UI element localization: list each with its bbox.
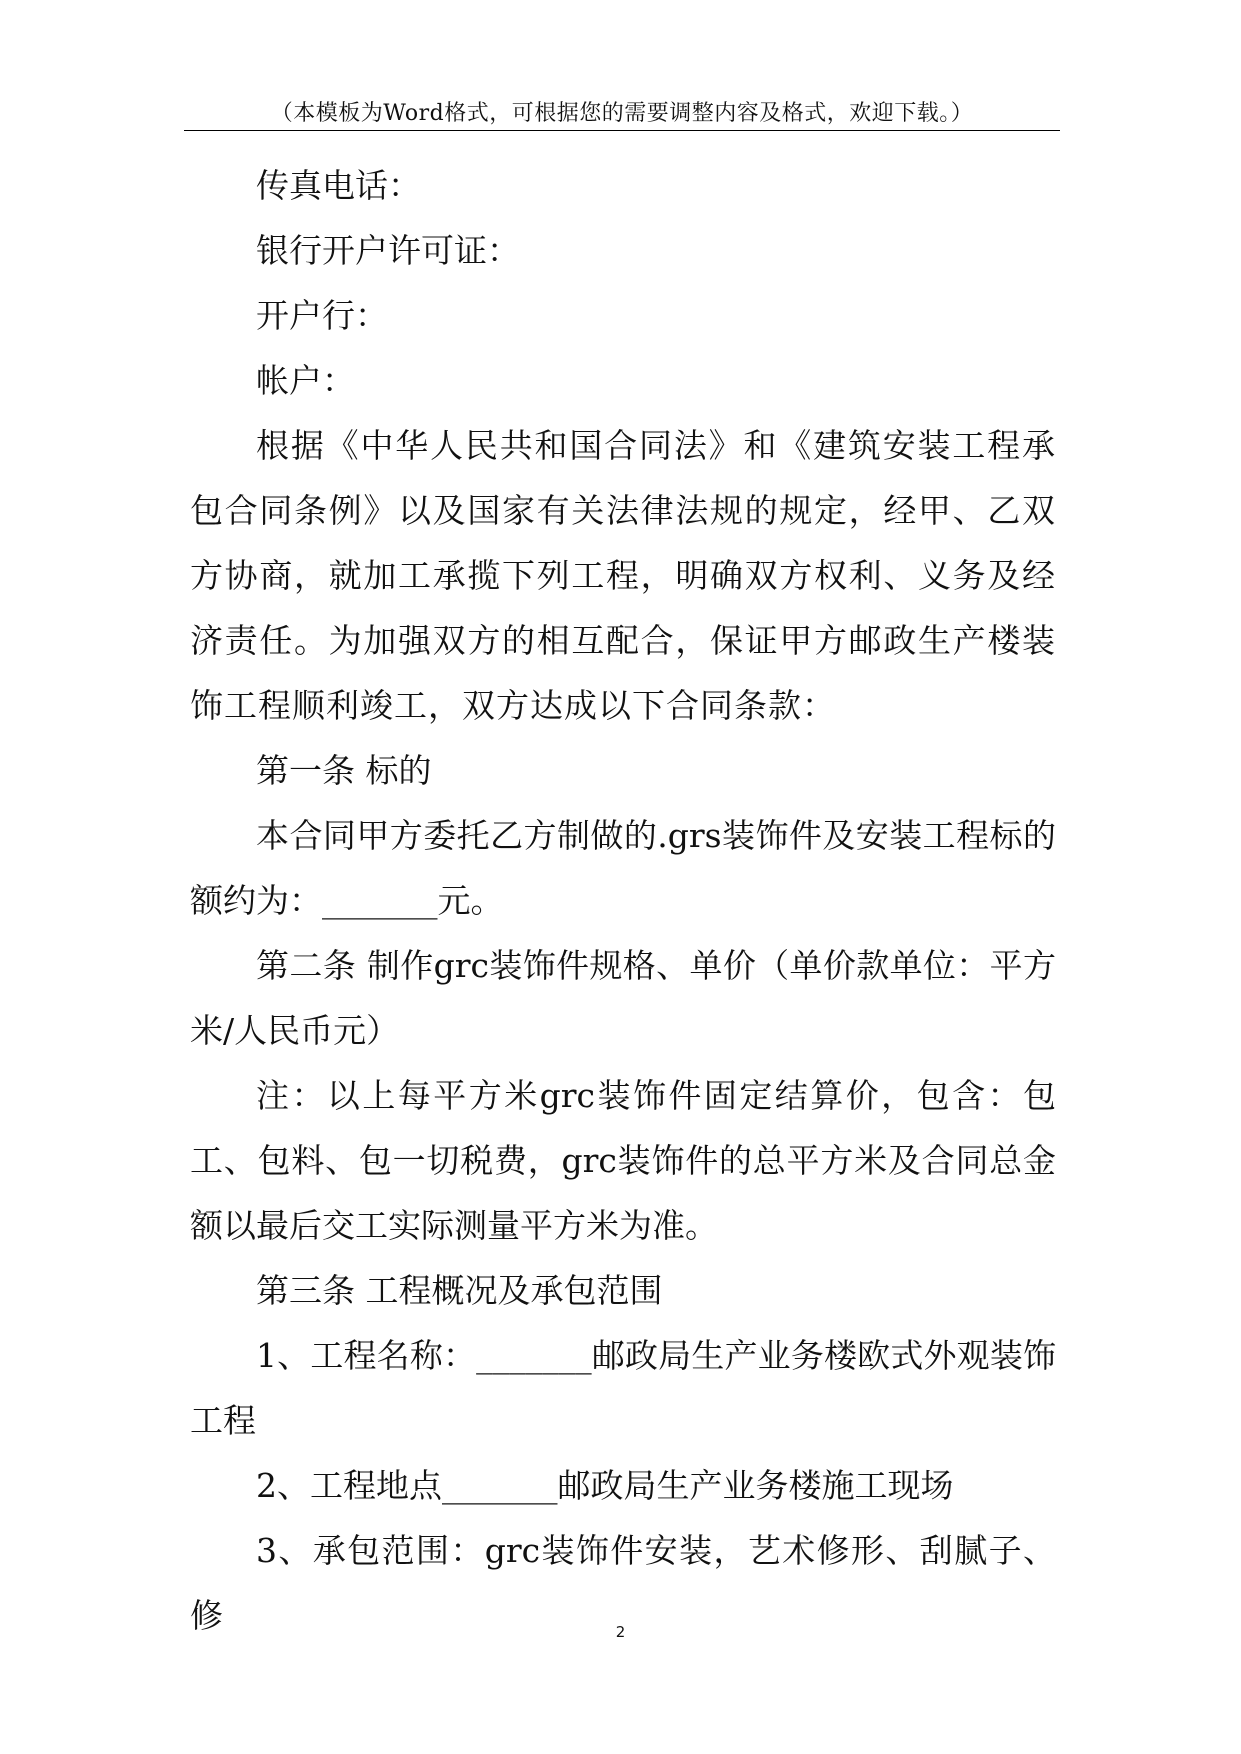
field-fax: 传真电话：: [256, 166, 421, 205]
item-project-name: 1、工程名称：_______邮政局生产业务楼欧式外观装饰工程: [190, 1336, 1056, 1440]
field-account: 帐户：: [256, 361, 355, 400]
page-number: 2: [615, 1623, 626, 1641]
field-bank-license: 银行开户许可证：: [256, 231, 520, 270]
article-1-body: 本合同甲方委托乙方制做的.grs装饰件及安装工程标的额约为：_______元。: [190, 816, 1056, 920]
item-project-location: 2、工程地点_______邮政局生产业务楼施工现场: [256, 1466, 954, 1505]
article-1-heading: 第一条 标的: [256, 751, 432, 790]
article-3-heading: 第三条 工程概况及承包范围: [256, 1271, 663, 1310]
header-divider: [184, 130, 1060, 131]
article-2-heading: 第二条 制作grc装饰件规格、单价（单价款单位：平方米/人民币元）: [190, 946, 1056, 1050]
item-scope: 3、承包范围：grc装饰件安装，艺术修形、刮腻子、修: [190, 1531, 1056, 1635]
document-body: [190, 153, 1056, 1648]
preamble-paragraph: 根据《中华人民共和国合同法》和《建筑安装工程承包合同条例》以及国家有关法律法规的规定，经甲、乙双方协商，就加工承揽下列工程，明确双方权利、义务及经济责任。为加强双方的相互配合，保证甲方邮政生产楼装饰工程顺利竣工，双方达成以下合同条款：: [190, 426, 1056, 725]
field-bank: 开户行：: [256, 296, 388, 335]
page-header: （本模板为Word格式，可根据您的需要调整内容及格式，欢迎下载。）: [270, 101, 974, 126]
note-paragraph: 注：以上每平方米grc装饰件固定结算价，包含：包工、包料、包一切税费，grc装饰件的总平方米及合同总金额以最后交工实际测量平方米为准。: [190, 1076, 1056, 1245]
